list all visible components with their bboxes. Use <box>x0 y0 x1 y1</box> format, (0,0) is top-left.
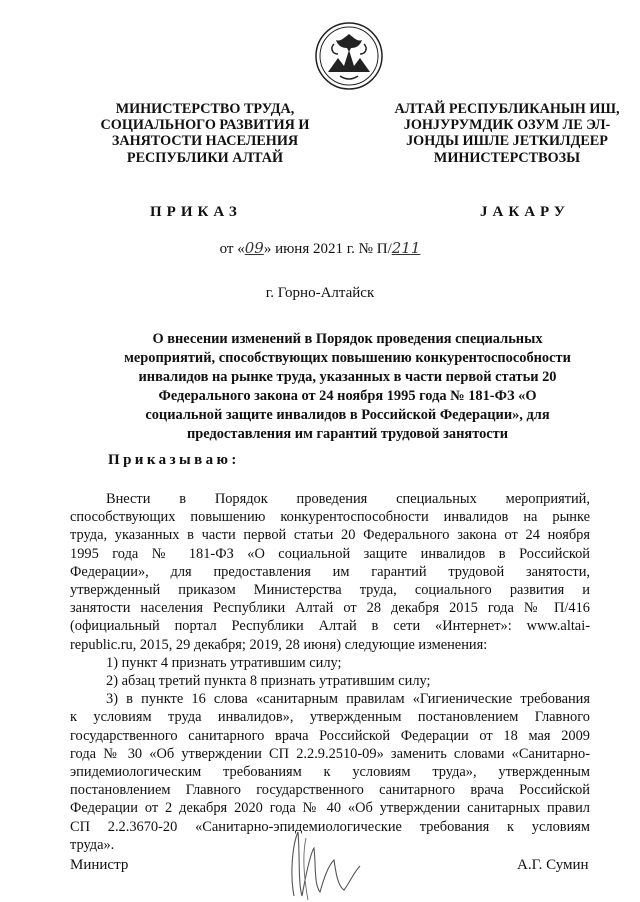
order-verb: Приказываю: <box>108 452 240 468</box>
ministry-name-line: ЗАНЯТОСТИ НАСЕЛЕНИЯ <box>111 133 299 150</box>
ministry-name-line: РЕСПУБЛИКИ АЛТАЙ <box>126 149 284 166</box>
order-body <box>70 490 590 854</box>
body-line: Федерации», для предоставления им гарантий трудовой занятости, <box>70 563 590 580</box>
body-line: утвержденный приказом Министерства труда, социального развития и <box>70 582 590 599</box>
body-line: (официальный портал Республики Алтай в сети «Интернет»: www.altai- <box>70 618 590 635</box>
doc-type-altai: ЈАКАРУ <box>480 204 570 220</box>
body-line: к условиям труда инвалидов», утвержденным постановлением Главного <box>70 709 590 726</box>
body-line: эпидемиологическим требованиям к условиям труда», утвержденным <box>70 764 590 781</box>
body-line: СП 2.2.3670-20 «Санитарно-эпидемиологические требования к условиям <box>70 818 590 835</box>
doc-type-russian: ПРИКАЗ <box>150 204 242 220</box>
order-subject <box>70 330 625 444</box>
order-date-prefix: от « <box>219 241 245 257</box>
subject-line: О внесении изменений в Порядок проведения специальных <box>152 331 543 347</box>
body-line: 3) в пункте 16 слова «санитарным правилам «Гигиенические требования <box>106 691 590 708</box>
subject-line: предоставления им гарантий трудовой занятости <box>186 426 509 442</box>
ministry-name-line: МИНИСТЕРСТВОЗЫ <box>433 149 581 166</box>
order-day-handwritten: 09 <box>244 239 264 257</box>
altai-republic-emblem-icon <box>314 20 384 92</box>
body-line: труда, указанных в части первой статьи 20 Федерального закона от 24 ноября <box>70 527 590 544</box>
body-line: Внести в Порядок проведения специальных мероприятий, <box>106 491 590 507</box>
body-line: Федерации от 2 декабря 2020 года № 40 «Об утверждении санитарных правил <box>70 800 590 817</box>
signatory-name: А.Г. Сумин <box>517 857 589 873</box>
ministry-name-line: СОЦИАЛЬНОГО РАЗВИТИЯ И <box>100 117 310 134</box>
subject-line: социальной защите инвалидов в Российской Федерации», для <box>145 407 550 423</box>
ministry-name-line: МИНИСТЕРСТВО ТРУДА, <box>115 101 295 117</box>
order-date-middle: » июня 2021 г. № П/ <box>263 241 392 257</box>
order-number-handwritten: 211 <box>391 239 421 257</box>
subject-line: мероприятий, способствующих повышению конкурентоспособности <box>124 350 571 366</box>
body-line: 1995 года № 181-ФЗ «О социальной защите инвалидов в Российской <box>70 545 590 562</box>
order-date-number <box>0 239 640 258</box>
ministry-name-russian <box>70 101 340 166</box>
body-line: постановлением Главного государственного санитарного врача Российской <box>70 782 590 799</box>
subject-line: Федерального закона от 24 ноября 1995 года № 181-ФЗ «О <box>158 388 537 404</box>
ministry-name-altai <box>372 101 640 166</box>
handwritten-signature-icon <box>280 826 380 902</box>
body-line: 2) абзац третий пункта 8 признать утратившим силу; <box>106 673 431 690</box>
body-line: государственного санитарного врача Российской Федерации от 18 мая 2009 <box>70 727 590 744</box>
ministry-name-line: АЛТАЙ РЕСПУБЛИКАНЫН ИШ, <box>394 101 620 117</box>
subject-line: инвалидов на рынке труда, указанных в части первой статьи 20 <box>138 369 557 385</box>
body-line: занятости населения Республики Алтай от 28 декабря 2015 года № П/416 <box>70 600 590 617</box>
body-line: 1) пункт 4 признать утратившим силу; <box>106 654 342 671</box>
ministry-name-line: ЈОНДЫ ИШЛЕ ЈЕТКИЛДЕЕР <box>406 133 608 150</box>
city-name: г. Горно-Алтайск <box>265 285 375 301</box>
body-line: способствующих повышению конкурентоспособности инвалидов на рынке <box>70 509 590 526</box>
body-line: republic.ru, 2015, 29 декабря; 2019, 28 июня) следующие изменения: <box>70 636 488 653</box>
signatory-position: Министр <box>70 857 129 873</box>
ministry-name-line: ЈОНЈУРУМДИК ОЗУМ ЛЕ ЭЛ- <box>403 117 611 134</box>
body-line: года № 30 «Об утверждении СП 2.2.9.2510-09» заменить словами «Санитарно- <box>70 745 590 762</box>
body-line: труда». <box>70 836 115 853</box>
